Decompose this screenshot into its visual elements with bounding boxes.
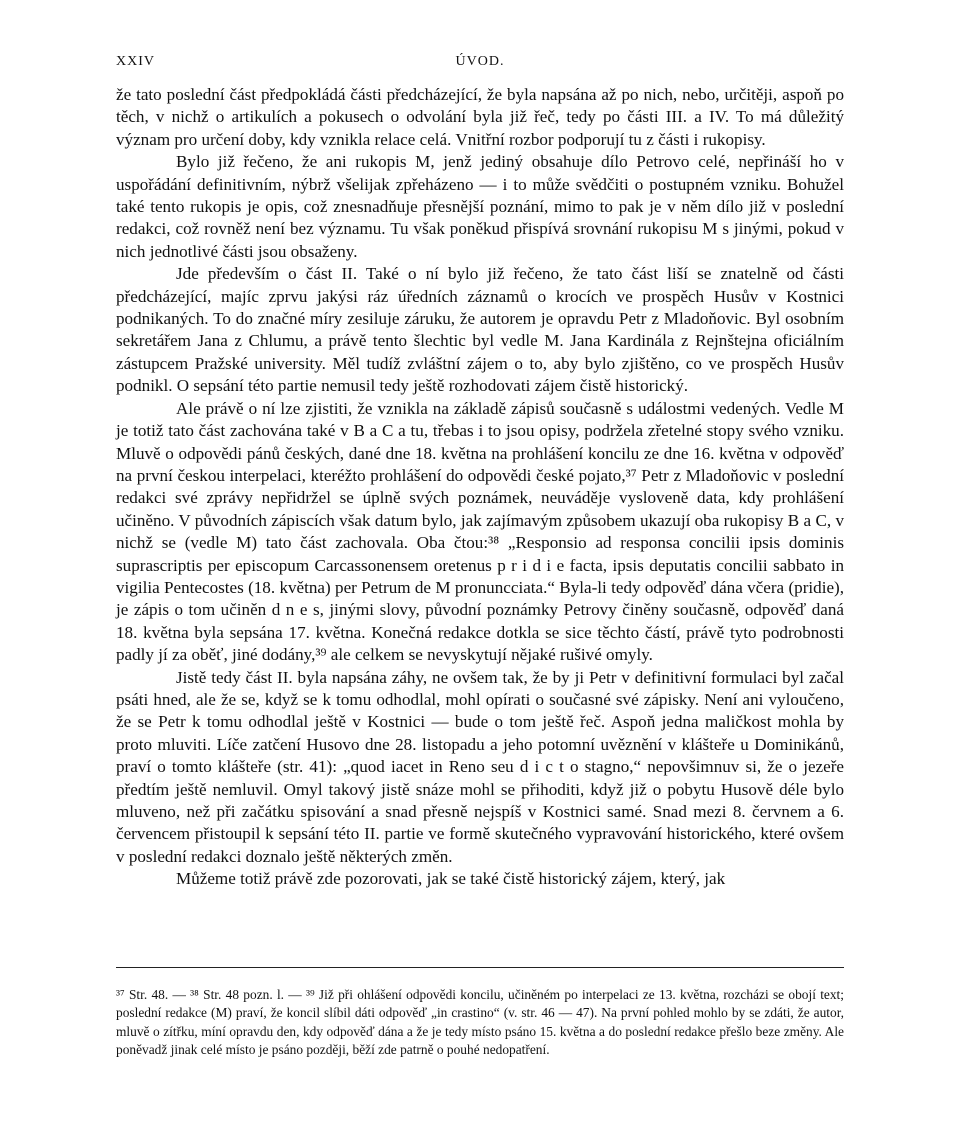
running-title: ÚVOD.	[455, 54, 505, 69]
paragraph: že tato poslední část předpokládá části předcházející, že byla napsána až po nich, nebo, určitěji, aspoň po těch, v nichž o artikulích a pokusech o odvolání byla již řeč, tedy po části III. a IV. To má důležitý význam pro určení doby, kdy vznikla relace celá. Vnitřní rozbor podporují tu z části i rukopisy.	[116, 85, 844, 149]
paragraph: Bylo již řečeno, že ani rukopis M, jenž jediný obsahuje dílo Petrovo celé, nepřináší ho v uspořádání definitivním, nýbrž všelijak zpřeházeno — i to může svědčiti o postupném vzniku. Bohužel také tento rukopis je opis, což znesnadňuje přesnější poznání, mimo to pak je v něm dílo již v poslední redakci, což rovněž není bez významu. Tu však poněkud přispívá srovnání rukopisu M s jinými, pokud v nich jednotlivé části jsou obsaženy.	[116, 152, 844, 261]
body-text	[116, 84, 844, 891]
page-number: XXIV	[116, 54, 155, 69]
paragraph: Jde především o část II. Také o ní bylo již řečeno, že tato část liší se znatelně od části předcházející, majíc zprvu jakýsi ráz úředních záznamů o krocích ve prospěch Husův v Kostnici podnikaných. To do značné míry zesiluje záruku, že autorem je opravdu Petr z Mladoňovic. Byl osobním sekretářem Jana z Chlumu, a právě tento šlechtic byl vedle M. Jana Kardinála z Rejnštejna oficiálním zástupcem Pražské university. Měl tudíž zvláštní zájem o to, aby bylo zjištěno, co ve prospěch Husův podnikl. O sepsání této partie nemusil tedy ještě rozhodovati zájem čistě historický.	[116, 264, 844, 396]
paragraph: Můžeme totiž právě zde pozorovati, jak se také čistě historický zájem, který, jak	[176, 869, 726, 889]
footnote-text: ³⁷ Str. 48. — ³⁸ Str. 48 pozn. l. — ³⁹ Již při ohlášení odpovědi koncilu, učiněném po interpelaci ze 13. května, rozcházi se obojí text; poslední redakce (M) praví, že koncil slíbil dáti odpověď „in crastino“ (v. str. 46 — 47). Na první pohled mohlo by se zdáti, že autor, mluvě o zítřku, míní opravdu den, kdy odpověď dána a že je tedy místo psáno 15. května a do poslední redakce přešlo beze změny. Ale poněvadž jinak celé místo je psáno později, běží zde patrně o pouhé nedopatření.	[116, 987, 844, 1058]
page-header	[116, 54, 844, 76]
footnotes	[116, 986, 844, 1060]
paragraph: Ale právě o ní lze zjistiti, že vznikla na základě zápisů současně s událostmi vedených. Vedle M je totiž tato část zachována také v B a C a tu, třebas i to jsou opisy, podržela zřetelné stopy svého vzniku. Mluvě o odpovědi pánů českých, dané dne 18. května na prohlášení koncilu ze dne 16. května v odpověď na první českou interpelaci, kteréžto prohlášení do odpovědi české pojato,³⁷ Petr z Mladoňovic v poslední redakci své zprávy nepřidržel se úplně svých poznámek, neuváděje vysloveně data, kdy prohlášení učiněno. V původních zápiscích však datum bylo, jak zajímavým způsobem ukazují oba rukopisy B a C, v nichž se (vedle M) tato část zachovala. Oba čtou:³⁸ „Responsio ad responsa concilii ipsis dominis suprascriptis per episcopum Carcassonensem oretenus p r i d i e facta, ipsis deputatis concilii sabbato in vigilia Pentecostes (18. května) per Petrum de M pronuncciata.“ Byla-li tedy odpověď dána včera (pridie), je zápis o tom učiněn d n e s, jinými slovy, původní poznámky Petrovy činěny současně, odpověď daná 18. května byla sepsána 17. května. Konečná redakce dotkla se sice těchto částí, právě tyto podrobnosti padly jí za oběť, jiné dodány,³⁹ ale celkem se nevyskytují nějaké rušivé omyly.	[116, 398, 844, 665]
paragraph: Jistě tedy část II. byla napsána záhy, ne ovšem tak, že by ji Petr v definitivní formulaci byl začal psáti hned, ale že se, když se k tomu odhodlal, mohl opírati o současné své zápisky. Není ani vyloučeno, že se Petr k tomu odhodlal ještě v Kostnici — bude o tom ještě řeč. Aspoň jedna maličkost mohla by proto mluviti. Líče zatčení Husovo dne 28. listopadu a jeho potomní uvěznění v klášteře u Dominikánů, praví o tomto klášteře (str. 41): „quod iacet in Reno seu d i c t o stagno,“ nepovšimnuv si, že o jezeře předtím ještě nemluvil. Omyl takový jistě snáze mohl se přihoditi, když již o pobytu Husově déle bylo mluveno, než při začátku spisování a snad přesně nejspíš v Kostnici samé. Snad mezi 8. červnem a 6. červencem přistoupil k sepsání této II. partie ve formě skutečného vypravování historického, které ovšem v poslední redakci doznalo ještě některých změn.	[116, 667, 844, 866]
footnote-divider	[116, 967, 844, 968]
